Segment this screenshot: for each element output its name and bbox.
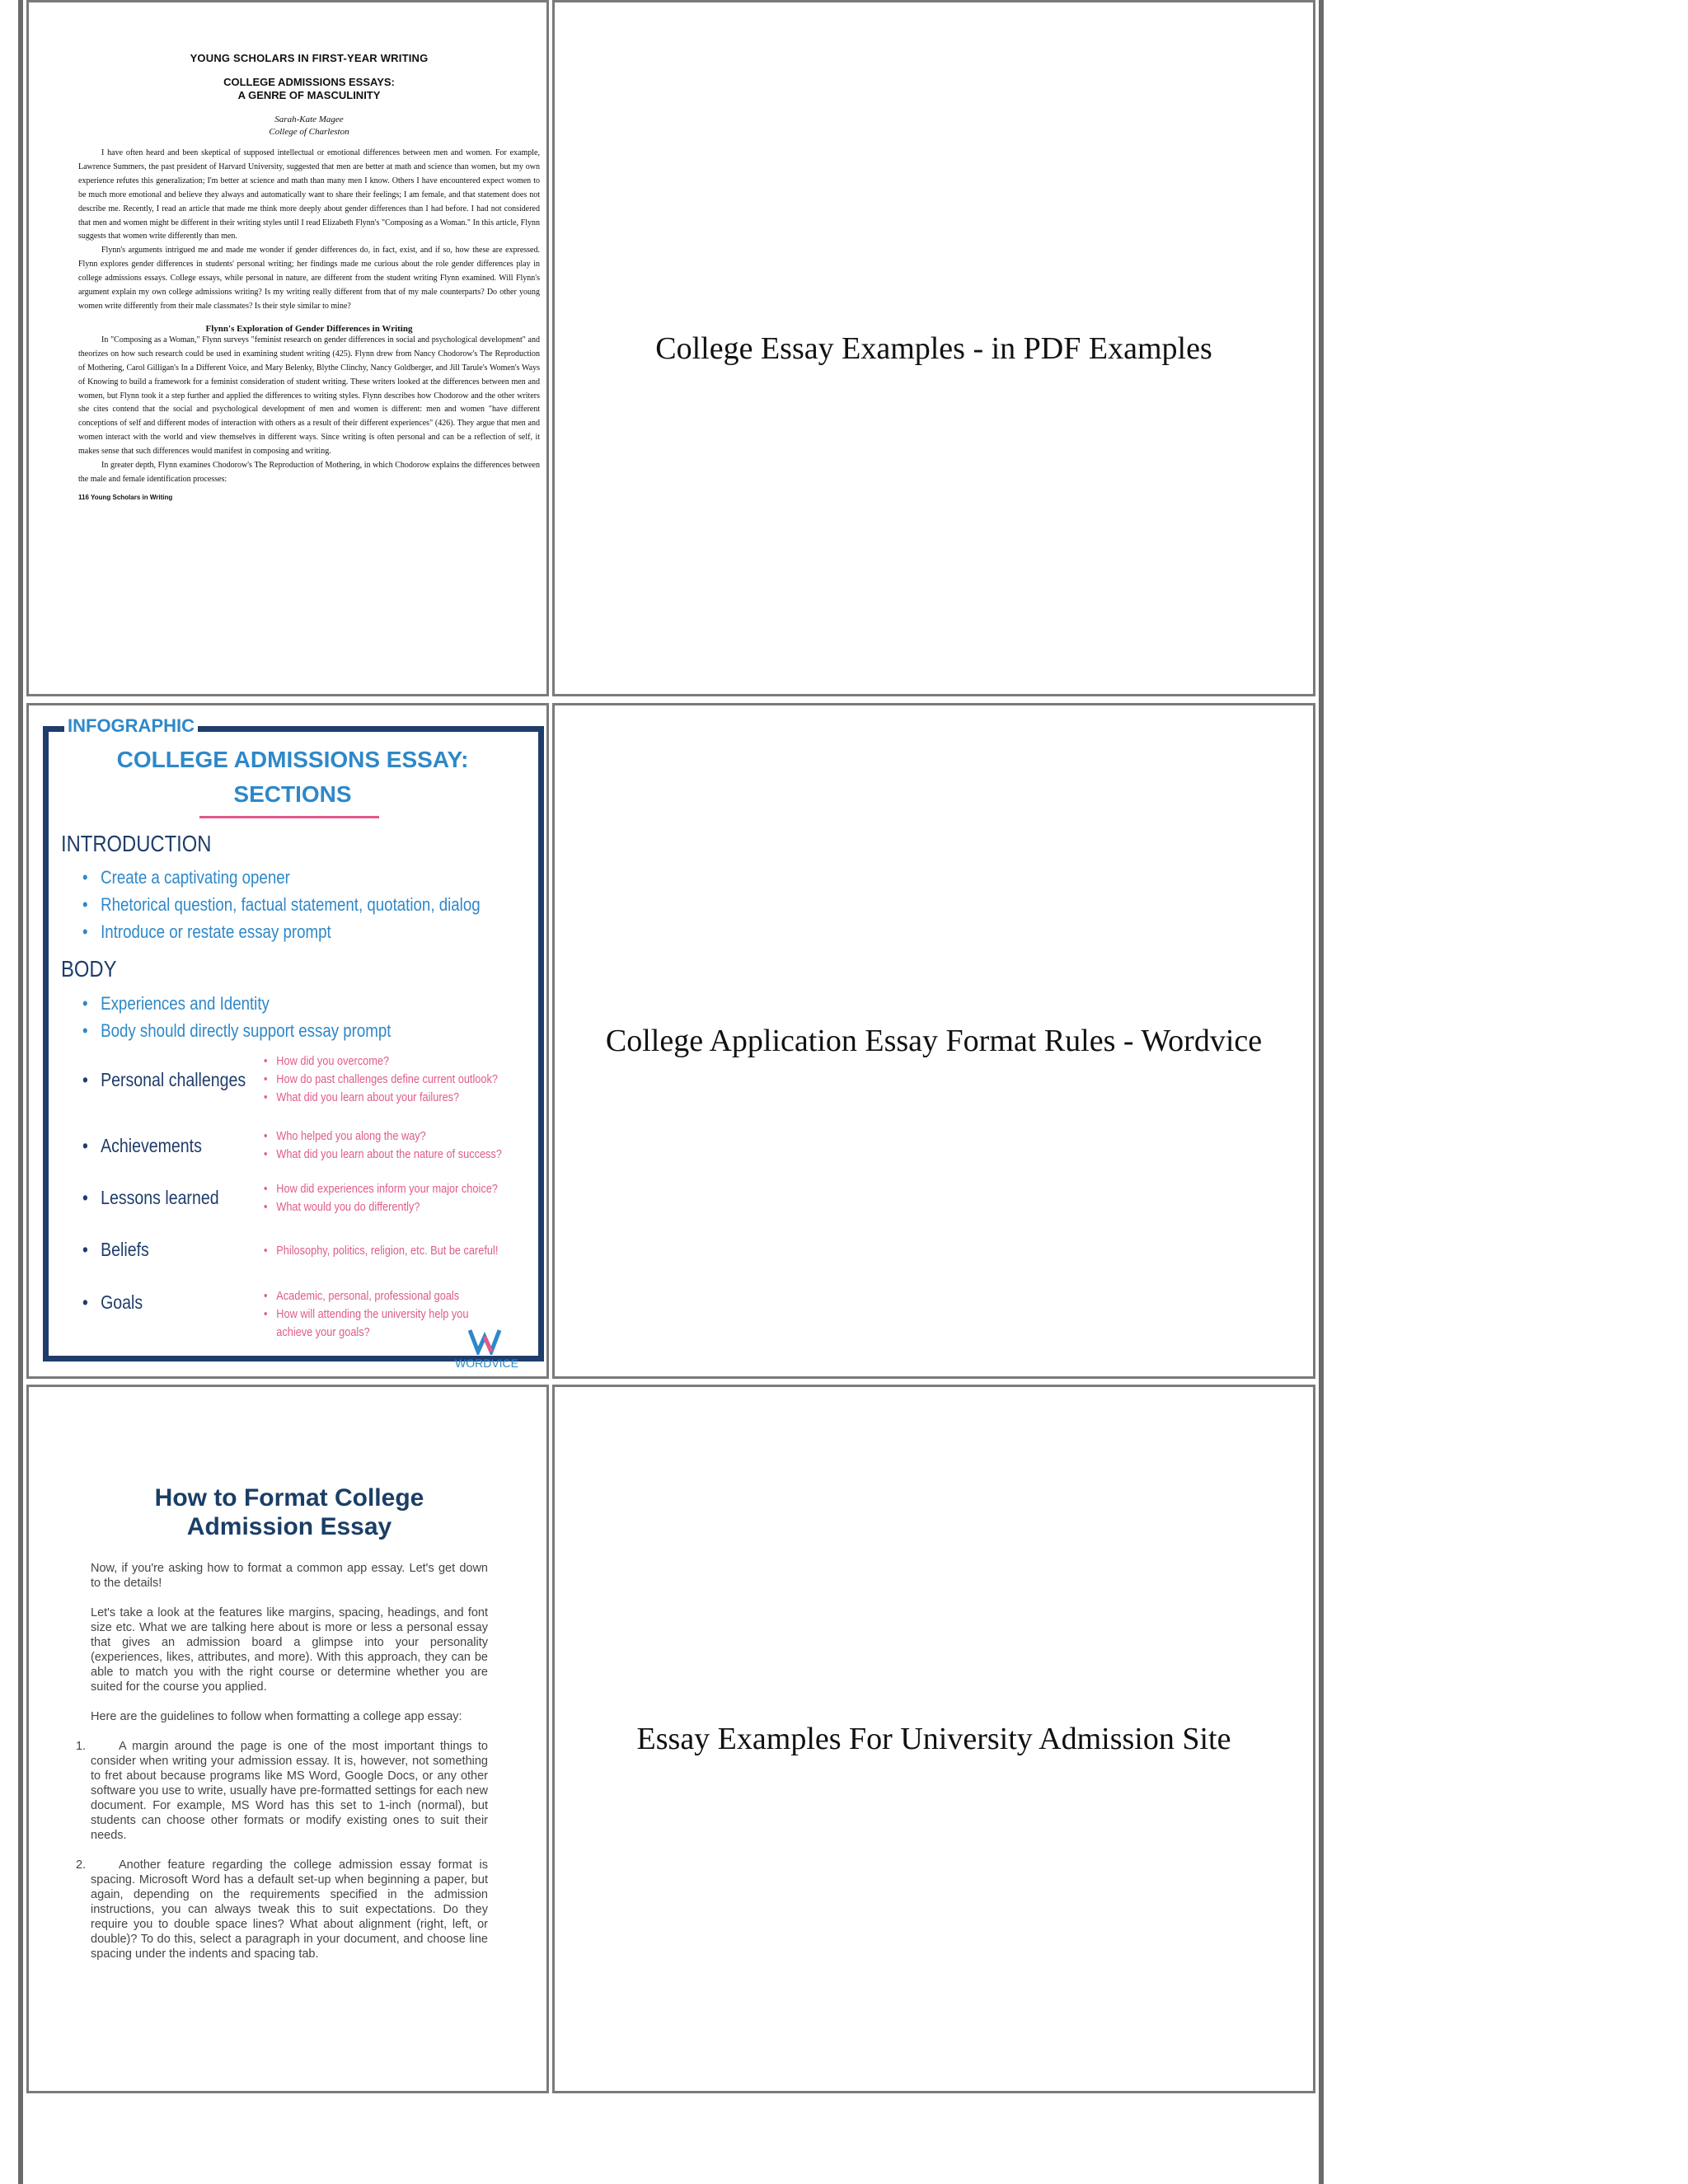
caption-link[interactable]: Essay Examples For University Admission Site bbox=[636, 1722, 1231, 1756]
format-guide-page bbox=[76, 1483, 488, 1961]
caption-cell-row2 bbox=[552, 703, 1315, 1379]
format-list-item: 1. A margin around the page is one of the most important things to consider when writing your admission essay. It is, however, not something to fret about because programs like MS Word, Google Docs, or any other software you use to write, usually have pre-formatted settings for each new document. For example, MS Word has this set to 1-inch (normal), but students can choose other formats or modify existing ones to suit their needs. bbox=[76, 1740, 488, 1842]
paper-paragraph: In greater depth, Flynn examines Chodorow's The Reproduction of Mothering, in which Chodorow explains the differences between the male and female identification processes: bbox=[78, 461, 540, 484]
journal-title: YOUNG SCHOLARS IN FIRST-YEAR WRITING bbox=[190, 52, 429, 64]
author-block bbox=[78, 114, 540, 138]
page-frame-left bbox=[18, 0, 23, 2184]
format-title: How to Format College Admission Essay bbox=[154, 1484, 424, 1540]
body-item: • Experiences and Identity bbox=[82, 993, 270, 1015]
section-heading: Flynn's Exploration of Gender Differences in Writing bbox=[205, 323, 413, 334]
topic-points: • Academic, personal, professional goals • How will attending the university help you achieve your goals? bbox=[264, 1287, 468, 1342]
caption-link[interactable]: College Application Essay Format Rules - Wordvice bbox=[605, 1024, 1263, 1058]
format-paragraph: Here are the guidelines to follow when formatting a college app essay: bbox=[91, 1710, 462, 1723]
paper-paragraph: I have often heard and been skeptical of supposed intellectual or emotional differences between men and women. For example, Lawrence Summers, the past president of Harvard University, suggested that men are better at math and science than women, but my own experience refutes this generalization; I'm better at science and math than many men I know. Others I have encountered expect women to be much more emotional and believe they always and automatically want to share their feelings; I am female, and that statement does not describe me. Recently, I read an article that made me think more deeply about gender differences than I had before. I had not considered that men and women might be different in their writing styles until I read Elizabeth Flynn's "Composing as a Woman." In this article, Flynn suggests that women write differently than men. bbox=[78, 148, 540, 241]
topic-points: • How did you overcome? • How do past challenges define current outlook? • What did you learn about your failures? bbox=[264, 1052, 498, 1107]
essay-pdf-page bbox=[78, 52, 540, 501]
paper-title: COLLEGE ADMISSIONS ESSAYS: A GENRE OF MASCULINITY bbox=[223, 76, 395, 101]
topic-label: • Goals bbox=[82, 1291, 143, 1314]
topic-label: • Beliefs bbox=[82, 1239, 149, 1261]
body-item: • Body should directly support essay prompt bbox=[82, 1020, 391, 1042]
format-list-item: 2. Another feature regarding the college admission essay format is spacing. Microsoft Word has a default set-up when beginning a paper, but again, depending on the requirements specified in the admission instructions, you can always tweak this to suit expectations. Do they require you to double space lines? What about alignment (right, left, or double)? To do this, select a paragraph in your document, and choose line spacing under the indents and spacing tab. bbox=[76, 1858, 488, 1961]
topic-label: • Personal challenges bbox=[82, 1069, 246, 1091]
topic-points: • Who helped you along the way? • What did you learn about the nature of success? bbox=[264, 1127, 502, 1164]
caption-link[interactable]: College Essay Examples - in PDF Examples bbox=[655, 330, 1212, 366]
author-affiliation: College of Charleston bbox=[269, 127, 349, 137]
wordvice-brand: WORDVICE bbox=[455, 1357, 518, 1370]
topic-points: • How did experiences inform your major choice? • What would you do differently? bbox=[264, 1180, 498, 1216]
body-heading: BODY bbox=[61, 956, 117, 982]
infographic-border bbox=[43, 726, 544, 1361]
infographic-title: COLLEGE ADMISSIONS ESSAY: bbox=[116, 747, 469, 772]
intro-heading: INTRODUCTION bbox=[61, 831, 212, 856]
infographic-subtitle: SECTIONS bbox=[233, 781, 352, 807]
intro-item: • Introduce or restate essay prompt bbox=[82, 921, 331, 943]
format-intro: Now, if you're asking how to format a common app essay. Let's get down to the details! bbox=[91, 1562, 488, 1590]
image-cell-pdf-essay[interactable] bbox=[26, 0, 549, 696]
infographic-tag: INFOGRAPHIC bbox=[64, 715, 198, 737]
page-footer: 116 Young Scholars in Writing bbox=[78, 493, 173, 501]
author-name: Sarah-Kate Magee bbox=[274, 115, 344, 124]
intro-item: • Rhetorical question, factual statement, quotation, dialog bbox=[82, 894, 481, 916]
topic-points: • Philosophy, politics, religion, etc. But be careful! bbox=[264, 1242, 498, 1260]
topic-label: • Achievements bbox=[82, 1135, 202, 1157]
paper-paragraph: Flynn's arguments intrigued me and made me wonder if gender differences do, in fact, exist, and if so, how these are expressed. Flynn explores gender differences in students' personal writing; her findings made me curious about the role gender differences play in college admissions essays. College essays, while personal in nature, are different from the student writing Flynn examined. Will Flynn's argument explain my own college admissions writing? Is my writing really different from that of my male counterparts? Do other young women write differently from their male classmates? Is their style similar to mine? bbox=[78, 246, 540, 311]
page-frame-right bbox=[1319, 0, 1324, 2184]
wordvice-logo-icon bbox=[468, 1327, 501, 1355]
topic-label: • Lessons learned bbox=[82, 1187, 219, 1209]
paper-paragraph: In "Composing as a Woman," Flynn surveys "feminist research on gender differences in social and psychological development" and theorizes on how such research could be used in examining student writing (425). Flynn drew from Nancy Chodorow's The Reproduction of Mothering, Carol Gilligan's In a Different Voice, and Mary Belenky, Blythe Clinchy, Nancy Goldberger, and Jill Tarule's Women's Ways of Knowing to build a framework for a feminist consideration of student writing. These writers looked at the differences between men and women, but Flynn took it a step further and applied the differences to writing styles. Flynn describes how Chodorow and the other writers she cites contend that the social and psychological development of men and women is different: men and women "have different conceptions of self and different modes of interaction with others as a result of their different experiences" (426). They argue that men and women interact with the world and view themselves in different ways. Since writing is often personal and can be a reflection of self, it makes sense that such differences would manifest in composing and writing. bbox=[78, 335, 540, 457]
format-paragraph: Let's take a look at the features like margins, spacing, headings, and font size etc. What we are talking here about is more or less a personal essay that gives an admission board a glimpse into your personality (experiences, likes, attributes, and more). With this approach, they can be able to match you with the right course or determine whether you are suited for the course you applied. bbox=[91, 1606, 488, 1694]
title-underline bbox=[199, 816, 379, 818]
intro-item: • Create a captivating opener bbox=[82, 867, 290, 888]
caption-cell-row1 bbox=[552, 0, 1315, 696]
caption-cell-row3 bbox=[552, 1385, 1315, 2093]
